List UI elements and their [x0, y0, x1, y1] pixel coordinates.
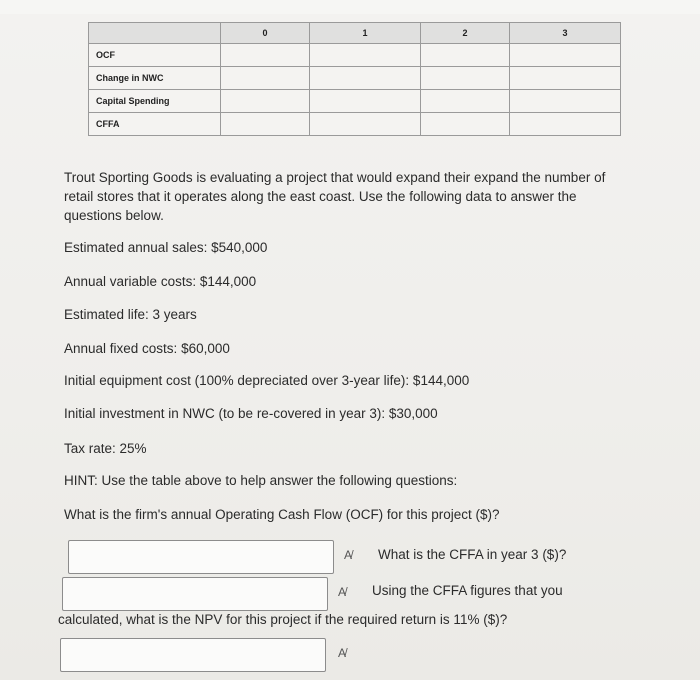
row-label-change-in-nwc: Change in NWC: [89, 67, 221, 90]
table-cell[interactable]: [221, 113, 310, 136]
question-cffa-year3: What is the CFFA in year 3 ($)?: [378, 547, 567, 562]
cffa-answer-input[interactable]: [62, 577, 328, 611]
table-cell[interactable]: [310, 113, 421, 136]
question-npv-part2: calculated, what is the NPV for this project if the required return is 11% ($)?: [58, 612, 508, 627]
table-cell[interactable]: [221, 67, 310, 90]
table-cell[interactable]: [510, 44, 621, 67]
table-header-row: [89, 23, 621, 44]
tax-rate: Tax rate: 25%: [64, 441, 147, 456]
table-cell[interactable]: [421, 90, 510, 113]
table-row: [89, 67, 621, 90]
table-cell[interactable]: [221, 44, 310, 67]
table-cell[interactable]: [510, 113, 621, 136]
problem-intro: Trout Sporting Goods is evaluating a project that would expand their expand the number of retail stores that it operates along the east coast. Use the following data to answer the questions below.: [64, 170, 606, 223]
table-header-year-2: 2: [421, 23, 510, 44]
cropped-question-header: [0, 0, 700, 14]
table-cell[interactable]: [421, 67, 510, 90]
table-cell[interactable]: [421, 113, 510, 136]
nwc-investment: Initial investment in NWC (to be re-covered in year 3): $30,000: [64, 406, 438, 421]
table-cell[interactable]: [421, 44, 510, 67]
hint-text: HINT: Use the table above to help answer the following questions:: [64, 473, 458, 488]
estimated-sales: Estimated annual sales: $540,000: [64, 240, 268, 255]
cash-flow-table: [88, 22, 621, 136]
estimated-life: Estimated life: 3 years: [64, 307, 197, 322]
table-cell[interactable]: [310, 90, 421, 113]
table-cell[interactable]: [510, 90, 621, 113]
question-npv-part1: Using the CFFA figures that you: [372, 583, 563, 598]
table-row: [89, 90, 621, 113]
table-cell[interactable]: [510, 67, 621, 90]
table-cell[interactable]: [310, 44, 421, 67]
row-label-cffa: CFFA: [89, 113, 221, 136]
table-cell[interactable]: [221, 90, 310, 113]
fixed-costs: Annual fixed costs: $60,000: [64, 341, 230, 356]
spell-check-icon[interactable]: A̸: [344, 548, 353, 562]
equipment-cost: Initial equipment cost (100% depreciated over 3-year life): $144,000: [64, 373, 470, 388]
table-row: [89, 113, 621, 136]
table-header-blank: [89, 23, 221, 44]
table-header-year-1: 1: [310, 23, 421, 44]
variable-costs: Annual variable costs: $144,000: [64, 274, 257, 289]
ocf-answer-input[interactable]: [68, 540, 334, 574]
table-header-year-3: 3: [510, 23, 621, 44]
row-label-ocf: OCF: [89, 44, 221, 67]
spell-check-icon[interactable]: A̸: [338, 585, 347, 599]
question-ocf: What is the firm's annual Operating Cash Flow (OCF) for this project ($)?: [64, 507, 500, 522]
problem-statement: [64, 168, 634, 225]
row-label-capital-spending: Capital Spending: [89, 90, 221, 113]
table-cell[interactable]: [310, 67, 421, 90]
spell-check-icon[interactable]: A̸: [338, 646, 347, 660]
table-header-year-0: 0: [221, 23, 310, 44]
table-row: [89, 44, 621, 67]
npv-answer-input[interactable]: [60, 638, 326, 672]
